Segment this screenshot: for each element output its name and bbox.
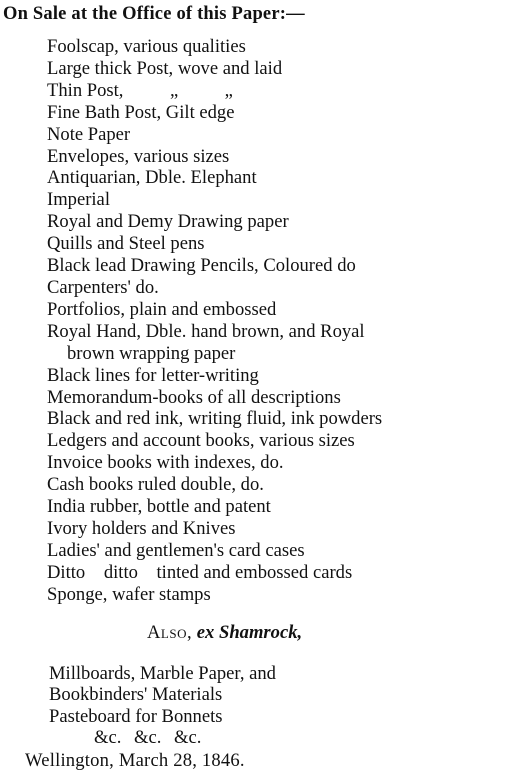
also-prefix: Also, <box>147 622 193 643</box>
list-item: Foolscap, various qualities <box>47 36 246 57</box>
etcetera-line: &c. &c. &c. <box>94 726 202 748</box>
list-item: Ladies' and gentlemen's card cases <box>47 539 305 561</box>
list-item: Royal Hand, Dble. hand brown, and Royal <box>47 320 365 342</box>
list-item: Antiquarian, Dble. Elephant <box>47 167 257 189</box>
list-item: Black lines for letter-writing <box>47 364 259 386</box>
list-item: Imperial <box>47 189 110 211</box>
list-item: Black lead Drawing Pencils, Coloured do <box>47 255 356 277</box>
list-item: Cash books ruled double, do. <box>47 474 264 496</box>
list-item: Note Paper <box>47 123 131 145</box>
list-item: Thin Post, „ „ <box>47 79 233 101</box>
list-item-continuation: brown wrapping paper <box>67 342 236 364</box>
list-item: Millboards, Marble Paper, and <box>49 663 276 684</box>
dateline: Wellington, March 28, 1846. <box>25 750 245 771</box>
list-item: Large thick Post, wove and laid <box>47 57 283 79</box>
stationery-item-list <box>47 36 382 606</box>
list-item: Ivory holders and Knives <box>47 517 236 539</box>
ship-name: ex Shamrock, <box>196 622 303 643</box>
also-line <box>147 622 302 644</box>
list-item: Ledgers and account books, various sizes <box>47 430 355 452</box>
additional-item-list <box>49 663 276 748</box>
list-item: Bookbinders' Materials <box>49 684 223 706</box>
list-item: Envelopes, various sizes <box>47 145 230 167</box>
list-item: India rubber, bottle and patent <box>47 496 271 518</box>
list-item: Carpenters' do. <box>47 276 159 298</box>
list-item: Pasteboard for Bonnets <box>49 705 223 727</box>
list-item: Portfolios, plain and embossed <box>47 298 277 320</box>
list-item: Sponge, wafer stamps <box>47 583 211 605</box>
list-item: Quills and Steel pens <box>47 233 205 255</box>
list-item: Memorandum-books of all descriptions <box>47 386 341 408</box>
list-item: Fine Bath Post, Gilt edge <box>47 101 235 123</box>
advertisement-heading: On Sale at the Office of this Paper:— <box>3 4 305 24</box>
list-item: Invoice books with indexes, do. <box>47 452 284 474</box>
list-item: Royal and Demy Drawing paper <box>47 211 289 233</box>
list-item: Black and red ink, writing fluid, ink powders <box>47 408 383 430</box>
list-item: Ditto ditto tinted and embossed cards <box>47 561 353 583</box>
